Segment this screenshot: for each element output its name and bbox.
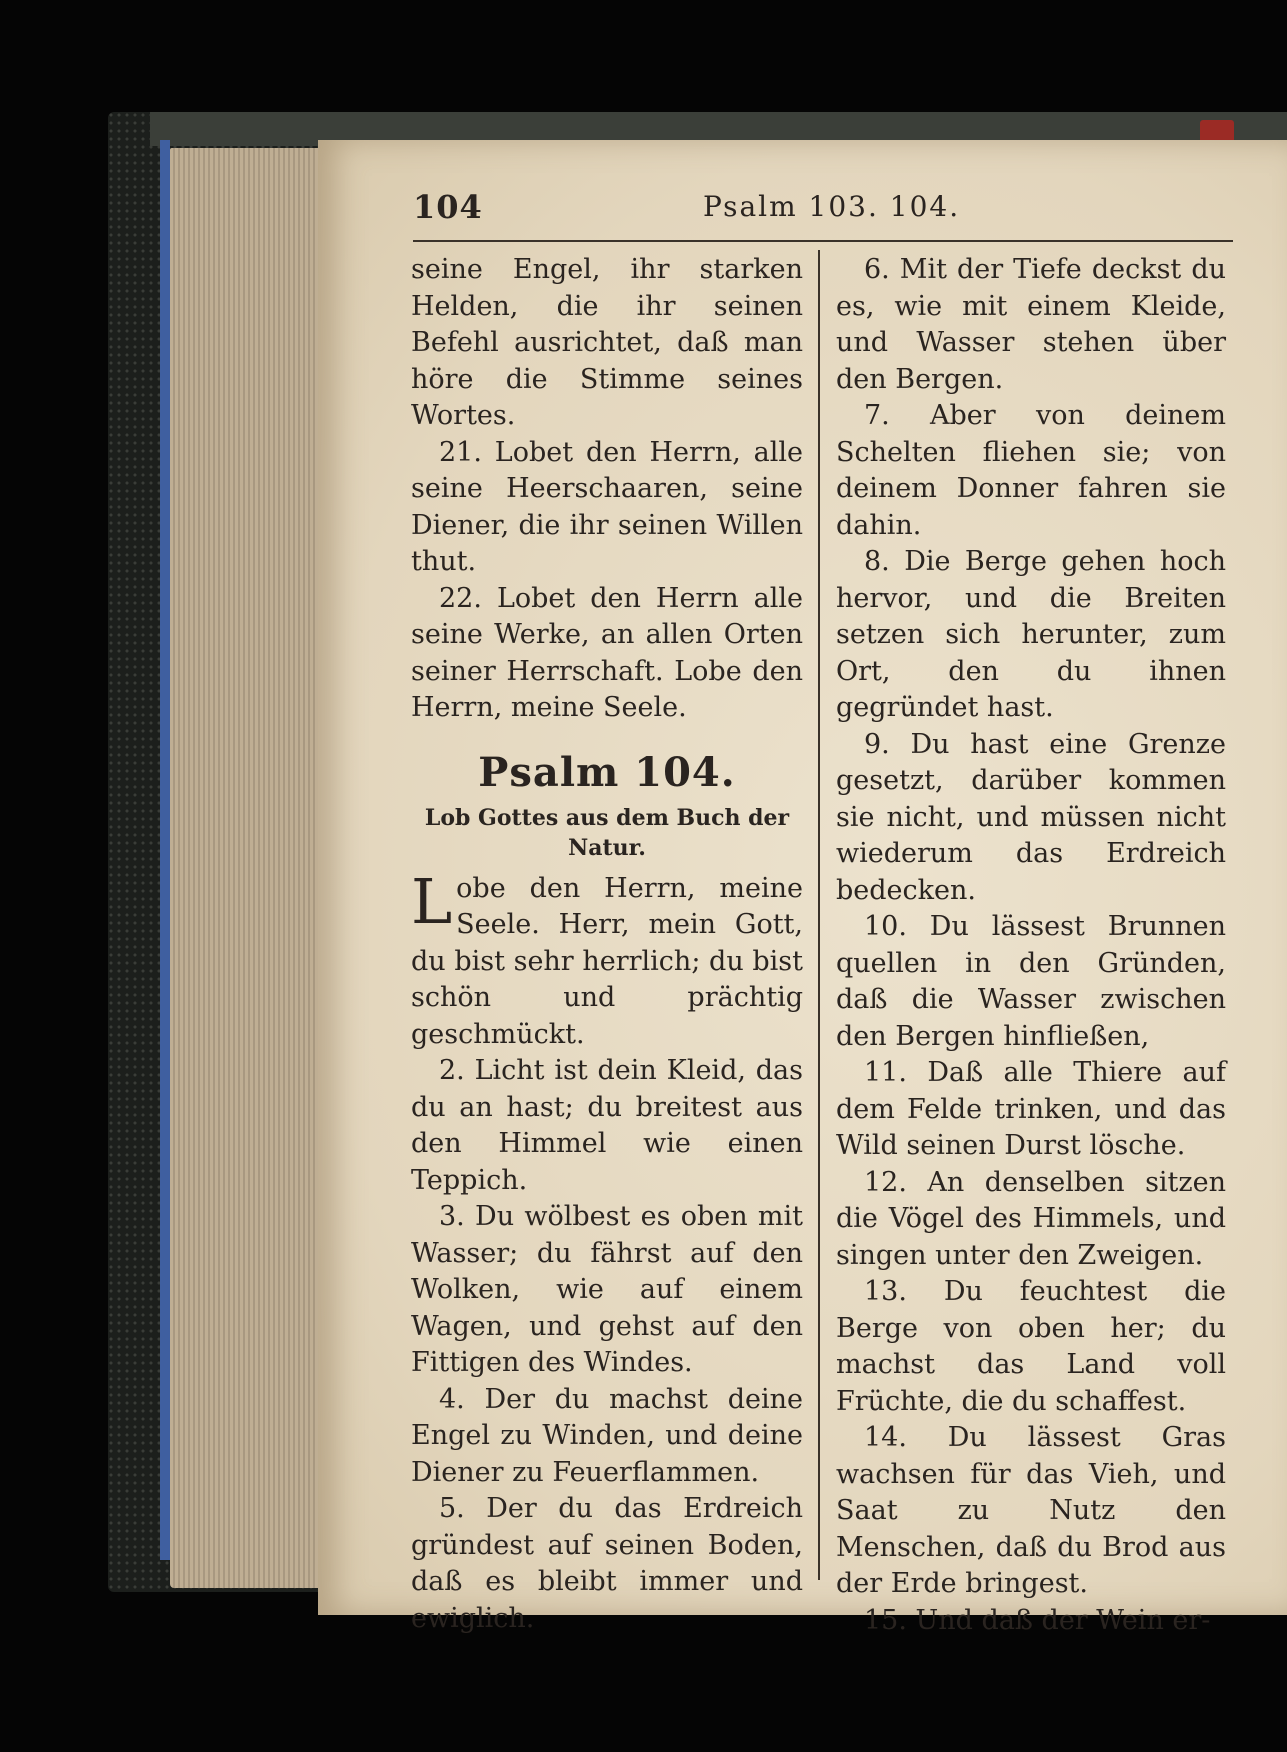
verse-12: 12. An denselben sitzen die Vögel des Himmels, und singen unter den Zweigen. xyxy=(836,1166,1226,1271)
running-head-title: Psalm 103. 104. xyxy=(703,190,961,223)
verse-5: 5. Der du das Erdreich gründest auf seinen Boden, daß es bleibt immer und ewiglich. xyxy=(411,1493,803,1634)
page-number: 104 xyxy=(413,188,483,226)
verse-13: 13. Du feuchtest die Berge von oben her; du machst das Land voll Früchte, die du schaffest. xyxy=(836,1276,1226,1417)
verse-14: 14. Du lässest Gras wachsen für das Vieh, und Saat zu Nutz den Menschen, daß du Brod aus der Erde bringest. xyxy=(836,1422,1226,1599)
continuation-paragraph: seine Engel, ihr starken Helden, die ihr seinen Befehl ausrichtet, daß man höre die Stimme seines Wortes. xyxy=(411,254,803,431)
left-column xyxy=(411,252,803,1637)
right-column xyxy=(836,252,1226,1639)
psalm-subtitle: Lob Gottes aus dem Buch der Natur. xyxy=(424,804,790,861)
verse-3: 3. Du wölbest es oben mit Wasser; du fährst auf den Wolken, wie auf einem Wagen, und gehst auf den Fittigen des Windes. xyxy=(411,1201,803,1378)
blue-page-edge xyxy=(160,140,170,1560)
verse-22: 22. Lobet den Herrn alle seine Werke, an allen Orten seiner Herrschaft. Lobe den Herrn, meine Seele. xyxy=(411,582,803,723)
verse-2: 2. Licht ist dein Kleid, das du an hast; du breitest aus den Himmel wie einen Teppich. xyxy=(411,1055,803,1196)
header-rule xyxy=(413,240,1233,242)
verse-1 xyxy=(411,864,803,1054)
verse-7: 7. Aber von deinem Schelten fliehen sie; von deinem Donner fahren sie dahin. xyxy=(836,400,1226,541)
book-page xyxy=(318,140,1287,1636)
psalm-heading: Psalm 104. xyxy=(478,748,736,796)
running-head xyxy=(413,188,1287,228)
page-stack-edges xyxy=(170,148,330,1588)
verse-4: 4. Der du machst deine Engel zu Winden, und deine Diener zu Feuerflammen. xyxy=(411,1383,803,1488)
verse-8: 8. Die Berge gehen hoch hervor, und die Breiten setzen sich herunter, zum Ort, den du ihnen gegründet hast. xyxy=(836,546,1226,723)
verse-15: 15. Und daß der Wein er- xyxy=(864,1604,1211,1636)
verse-11: 11. Daß alle Thiere auf dem Felde trinken, und das Wild seinen Durst lösche. xyxy=(836,1057,1226,1161)
column-divider xyxy=(818,250,820,1580)
verse-9: 9. Du hast eine Grenze gesetzt, darüber kommen sie nicht, und müssen nicht wiederum das Erdreich bedecken. xyxy=(836,728,1226,906)
verse-10: 10. Du lässest Brunnen quellen in den Gründen, daß die Wasser zwischen den Bergen hinfließen, xyxy=(836,911,1226,1052)
drop-cap: L xyxy=(411,864,453,938)
verse-1-text: obe den Herrn, meine Seele. Herr, mein Gott, du bist sehr herrlich; du bist schön und prächtig geschmückt. xyxy=(411,872,803,1050)
verse-6: 6. Mit der Tiefe deckst du es, wie mit einem Kleide, und Wasser stehen über den Bergen. xyxy=(836,254,1226,395)
verse-21: 21. Lobet den Herrn, alle seine Heerschaaren, seine Diener, die ihr seinen Willen thut. xyxy=(411,436,803,577)
